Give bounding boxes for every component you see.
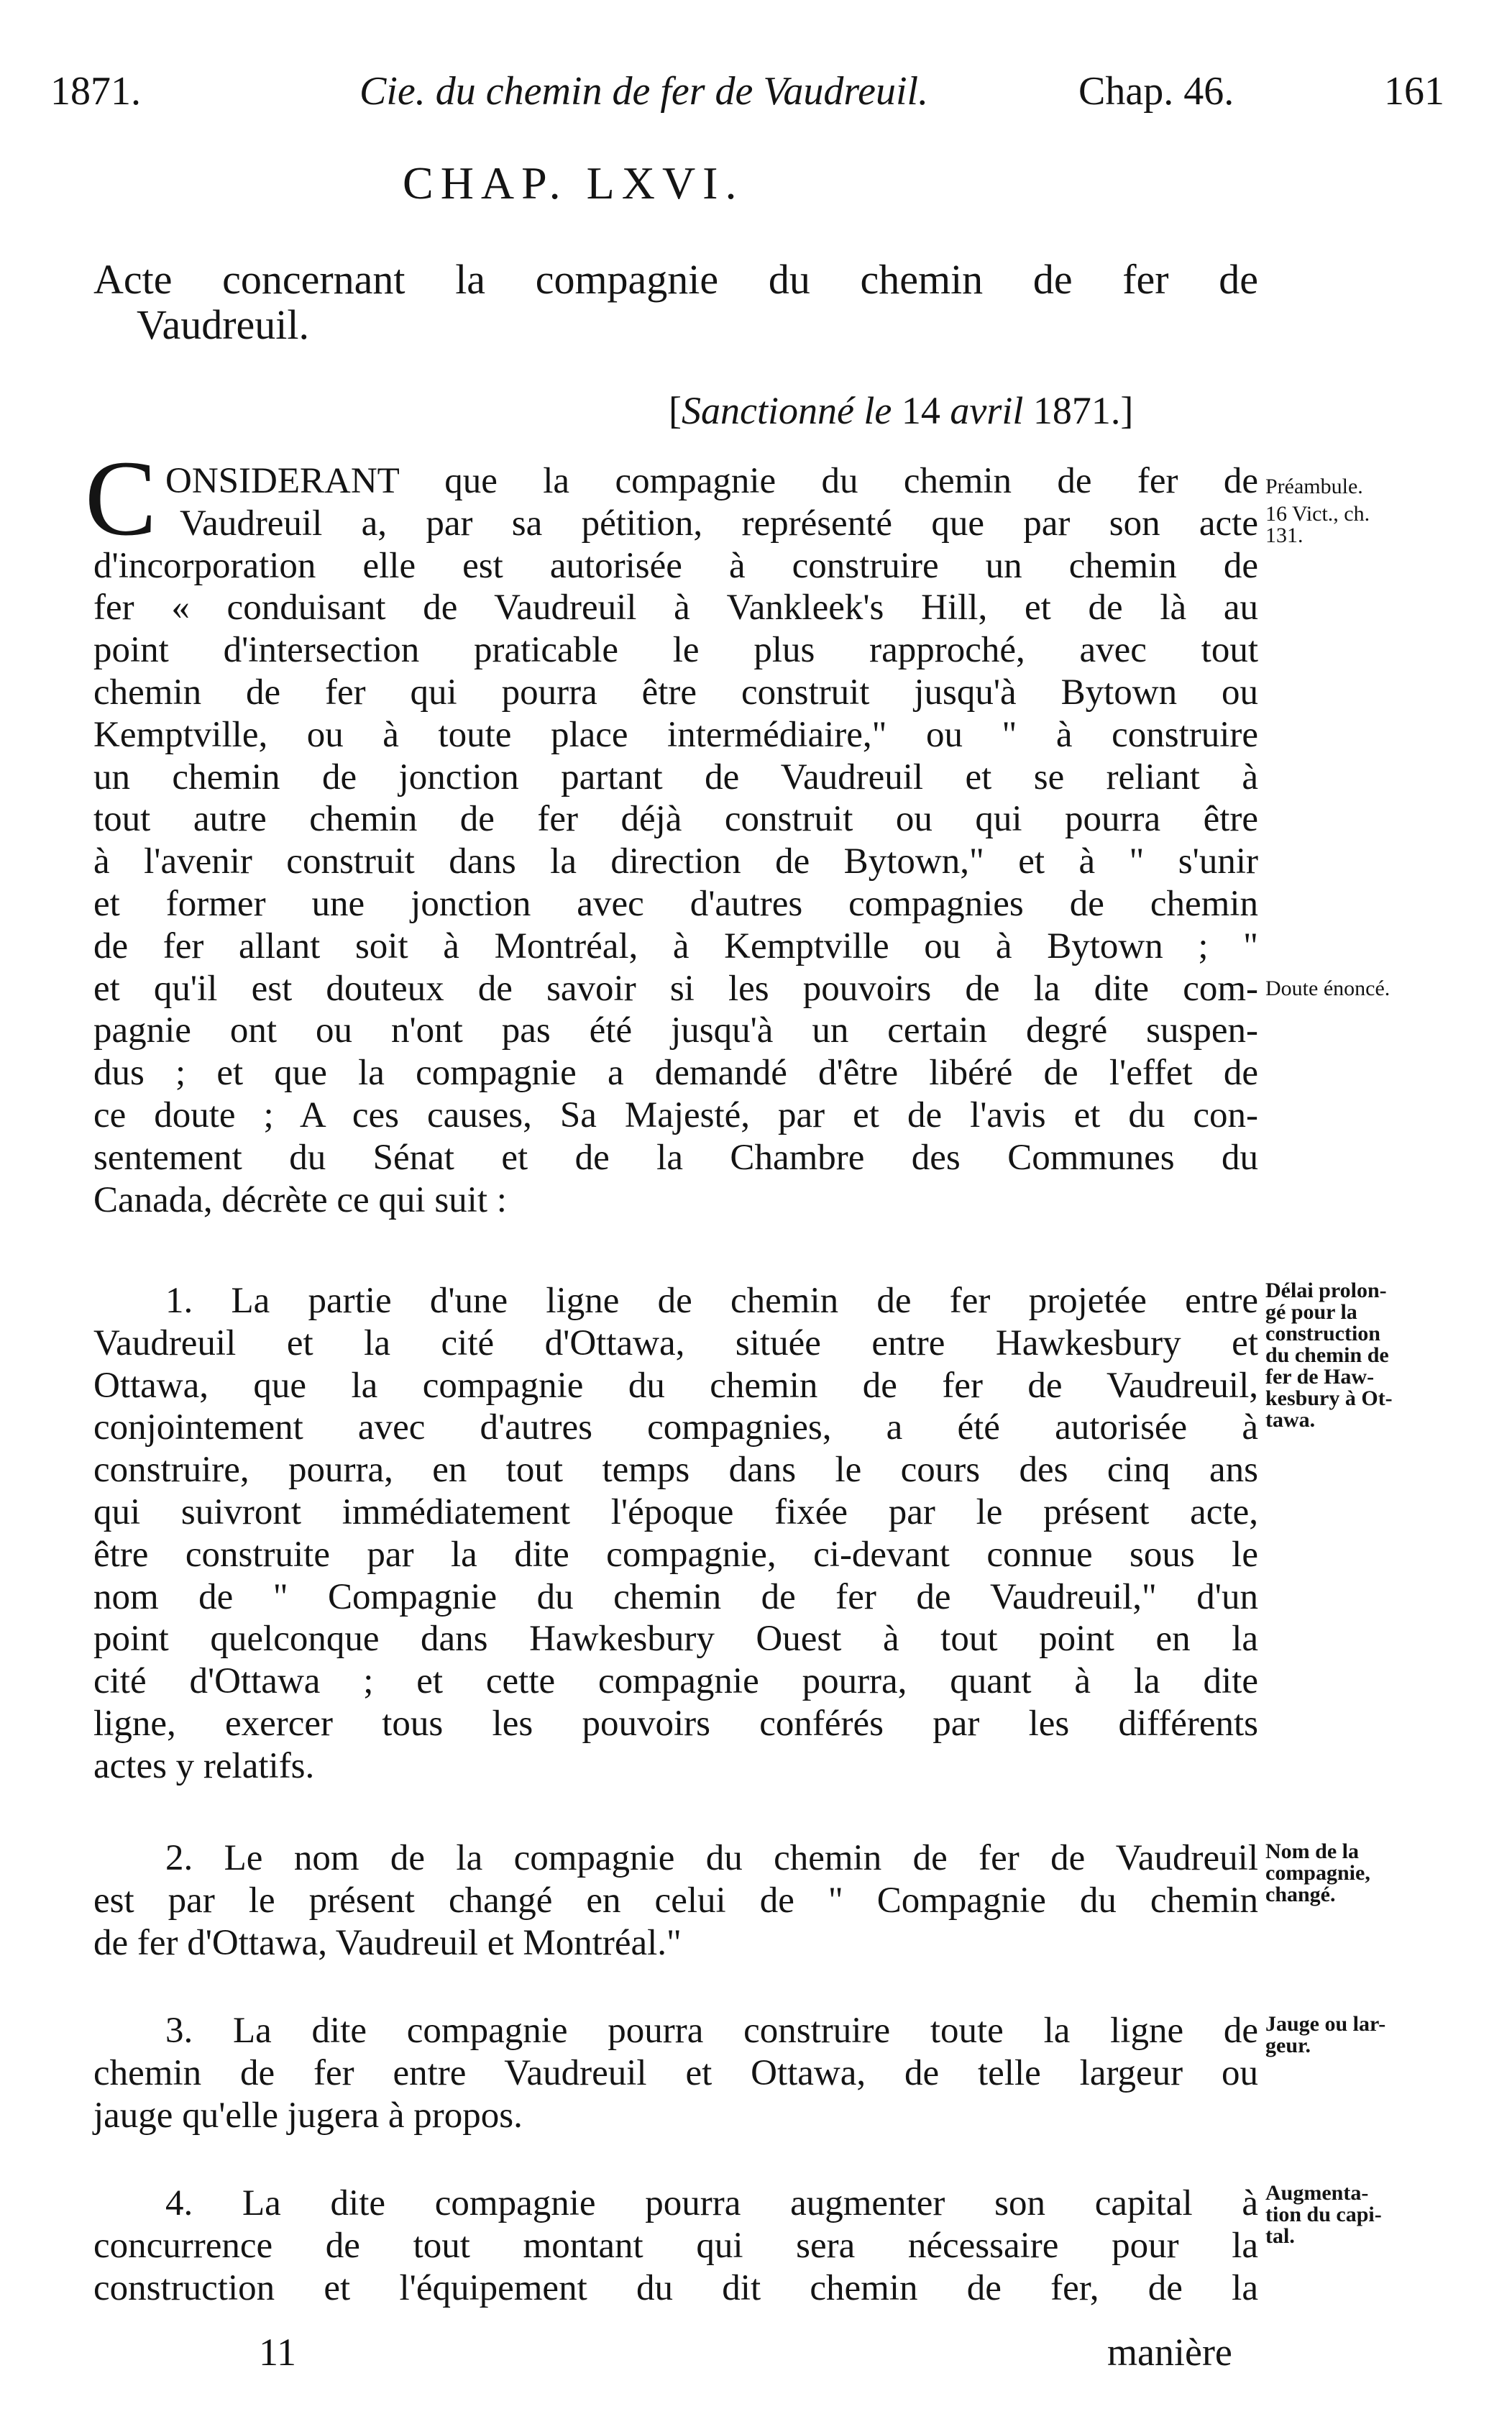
preamble-line: et former une jonction avec d'autres compagnies de chemin [93, 883, 1258, 924]
preamble-line: fer « conduisant de Vaudreuil à Vankleek's Hill, et de là au [93, 588, 1258, 628]
section-line: 2. Le nom de la compagnie du chemin de fer de Vaudreuil [165, 1838, 1258, 1878]
preamble-line: ce doute ; A ces causes, Sa Majesté, par et de l'avis et du con- [93, 1094, 1258, 1135]
margin-note-reference: 16 Vict., ch. 131. [1265, 502, 1370, 547]
signature-mark: 11 [259, 2331, 296, 2374]
margin-note-preambule: Préambule. [1265, 475, 1363, 498]
section-1 [93, 1280, 1258, 1788]
section-line: conjointement avec d'autres compagnies, a été autorisée à [93, 1407, 1258, 1448]
preamble-line: à l'avenir construit dans la direction de Bytown," et à " s'unir [93, 841, 1258, 882]
sanction-month: avril [950, 389, 1024, 432]
section-number: 4. [165, 2183, 193, 2223]
chapter-heading: CHAP. LXVI. [403, 157, 744, 209]
preamble-line: sentement du Sénat et de la Chambre des Communes du [93, 1137, 1258, 1178]
section-line: actes y relatifs. [93, 1745, 315, 1786]
section-line: construire, pourra, en tout temps dans le cours des cinq ans [93, 1450, 1258, 1491]
page-number: 161 [1384, 69, 1444, 114]
preamble-line: Kemptville, ou à toute place intermédiaire," ou " à construire [93, 714, 1258, 755]
preamble-line: ONSIDERANT que la compagnie du chemin de fer de [165, 461, 1258, 501]
section-line: ligne, exercer tous les pouvoirs conférés par les différents [93, 1703, 1258, 1744]
header-chapter: Chap. 46. [1078, 69, 1234, 114]
catchword: manière [1107, 2331, 1232, 2374]
section-line: concurrence de tout montant qui sera nécessaire pour la [93, 2225, 1258, 2266]
section-2 [93, 1837, 1258, 1964]
section-line: Ottawa, que la compagnie du chemin de fer de Vaudreuil, [93, 1365, 1258, 1406]
preamble [93, 460, 1258, 1221]
section-line: être construite par la dite compagnie, ci-devant connue sous le [93, 1534, 1258, 1575]
preamble-line: dus ; et que la compagnie a demandé d'être libéré de l'effet de [93, 1053, 1258, 1094]
section-number: 3. [165, 2011, 193, 2051]
preamble-line: Vaudreuil a, par sa pétition, représenté que par son acte [180, 503, 1258, 544]
section-line: Vaudreuil et la cité d'Ottawa, située entre Hawkesbury et [93, 1322, 1258, 1363]
preamble-line: de fer allant soit à Montréal, à Kemptville ou à Bytown ; " [93, 925, 1258, 966]
margin-note-delai: Délai prolon- gé pour la construction du chemin de fer de Haw- kesbury à Ot- tawa. [1265, 1279, 1393, 1432]
section-line: chemin de fer entre Vaudreuil et Ottawa, de telle largeur ou [93, 2052, 1258, 2093]
section-line: 4. La dite compagnie pourra augmenter son capital à [165, 2183, 1258, 2223]
margin-note-doute: Doute énoncé. [1265, 977, 1390, 1000]
section-line: cité d'Ottawa ; et cette compagnie pourra, quant à la dite [93, 1661, 1258, 1702]
header-title: Cie. du chemin de fer de Vaudreuil. [359, 69, 929, 114]
section-number: 1. [165, 1281, 193, 1321]
section-line: jauge qu'elle jugera à propos. [93, 2095, 523, 2136]
margin-note-augmentation: Augmenta- tion du capi- tal. [1265, 2181, 1382, 2248]
preamble-line: point d'intersection praticable le plus rapproché, avec tout [93, 630, 1258, 671]
sanction-date [669, 388, 1133, 433]
section-number: 2. [165, 1838, 193, 1878]
section-line: point quelconque dans Hawkesbury Ouest à tout point en la [93, 1619, 1258, 1660]
section-line: de fer d'Ottawa, Vaudreuil et Montréal." [93, 1922, 682, 1963]
header-year: 1871. [50, 69, 141, 114]
sanction-year: 1871.] [1032, 389, 1134, 432]
act-title-line-1: Acte concernant la compagnie du chemin de fer de [93, 256, 1258, 303]
sanction-label: Sanctionné le [681, 389, 892, 432]
margin-note-nom: Nom de la compagnie, changé. [1265, 1839, 1370, 1906]
preamble-line: et qu'il est douteux de savoir si les pouvoirs de la dite com- [93, 968, 1258, 1009]
sanction-bracket: [ [669, 389, 682, 432]
section-line: 1. La partie d'une ligne de chemin de fer projetée entre [165, 1281, 1259, 1321]
margin-note-jauge: Jauge ou lar- geur. [1265, 2012, 1386, 2057]
section-line: nom de " Compagnie du chemin de fer de Vaudreuil," d'un [93, 1576, 1258, 1617]
section-3 [93, 2010, 1258, 2136]
sanction-day: 14 [901, 389, 940, 432]
preamble-line: d'incorporation elle est autorisée à construire un chemin de [93, 545, 1258, 586]
preamble-line: Canada, décrète ce qui suit : [93, 1179, 507, 1220]
section-line: est par le présent changé en celui de " Compagnie du chemin [93, 1880, 1258, 1921]
section-line: construction et l'équipement du dit chemin de fer, de la [93, 2267, 1258, 2308]
section-line: qui suivront immédiatement l'époque fixée par le présent acte, [93, 1491, 1258, 1532]
preamble-line: chemin de fer qui pourra être construit jusqu'à Bytown ou [93, 672, 1258, 713]
preamble-line: pagnie ont ou n'ont pas été jusqu'à un certain degré suspen- [93, 1010, 1258, 1051]
section-line: 3. La dite compagnie pourra construire toute la ligne de [165, 2011, 1259, 2051]
act-title-line-2: Vaudreuil. [137, 301, 309, 348]
section-4 [93, 2182, 1258, 2309]
preamble-dropcap: C [85, 439, 157, 558]
preamble-line: tout autre chemin de fer déjà construit ou qui pourra être [93, 799, 1258, 840]
preamble-line: un chemin de jonction partant de Vaudreuil et se reliant à [93, 756, 1258, 797]
